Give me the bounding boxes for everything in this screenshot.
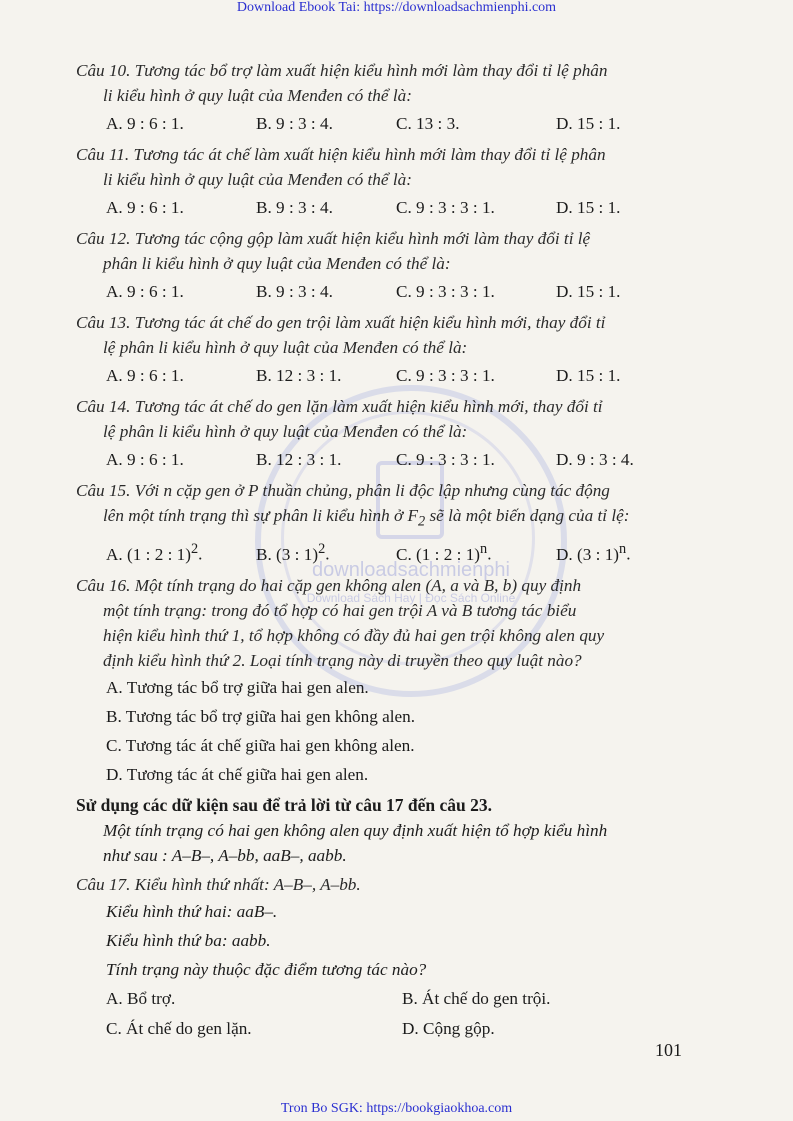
page-number: 101	[655, 1040, 682, 1060]
header-download-link[interactable]: Download Ebook Tai: https://downloadsachmienphi.com	[236, 0, 557, 15]
option-a: A. 9 : 6 : 1.	[106, 114, 184, 133]
question-16-line-4: định kiểu hình thứ 2. Loại tính trạng này di truyền theo quy luật nào?	[103, 651, 582, 671]
question-17-text: Câu 17. Kiểu hình thứ nhất: A–B–, A–bb.	[76, 875, 361, 895]
question-16-text: Câu 16. Một tính trạng do hai cặp gen không alen (A, a và B, b) quy định	[76, 576, 582, 596]
question-15-subscript: 2	[418, 513, 426, 530]
option-a: A. 9 : 6 : 1.	[106, 450, 184, 469]
option-d: D. (3 : 1)$^n$.	[556, 537, 676, 567]
option-b: B. 12 : 3 : 1.	[256, 366, 342, 385]
question-16-line-2: một tính trạng: trong đó tổ hợp có hai gen trội A và B tương tác biểu	[103, 601, 577, 621]
option-a-exponent: 2	[190, 541, 199, 558]
option-c-exponent: n	[480, 541, 488, 558]
option-d: D. 9 : 3 : 4.	[556, 450, 634, 469]
question-10-options	[106, 111, 706, 136]
watermark-main-text: downloadsachmienphi	[312, 559, 510, 581]
question-12	[76, 226, 706, 276]
option-d: D. 15 : 1.	[556, 366, 621, 385]
question-13	[76, 310, 706, 360]
option-a: A. Bổ trợ.	[106, 989, 176, 1009]
question-14	[76, 394, 706, 444]
page-content	[76, 58, 706, 1044]
option-b: B. 9 : 3 : 4.	[256, 114, 333, 133]
question-16-option-a: A. Tương tác bổ trợ giữa hai gen alen.	[106, 678, 369, 698]
question-11-options	[106, 195, 706, 220]
option-d: D. 15 : 1.	[556, 114, 621, 133]
question-17	[76, 872, 706, 897]
question-12-text-cont: phân li kiểu hình ở quy luật của Menđen có thể là:	[103, 254, 451, 273]
question-15-options	[106, 537, 706, 567]
question-17-options-row-2	[106, 1014, 706, 1044]
option-b: B. 12 : 3 : 1.	[256, 450, 342, 469]
question-16-option-b: B. Tương tác bổ trợ giữa hai gen không alen.	[106, 707, 416, 727]
section-heading: Sử dụng các dữ kiện sau để trả lời từ câu 17 đến câu 23.	[76, 795, 493, 816]
question-11	[76, 142, 706, 192]
option-d: D. 15 : 1.	[556, 282, 621, 301]
option-c: C. 9 : 3 : 3 : 1.	[396, 282, 495, 301]
option-c-text: C. (1 : 2 : 1)	[396, 545, 481, 565]
question-10-text: Câu 10. Tương tác bổ trợ làm xuất hiện kiểu hình mới làm thay đổi tỉ lệ phân	[76, 61, 608, 80]
question-14-text: Câu 14. Tương tác át chế do gen lặn làm xuất hiện kiểu hình mới, thay đổi tỉ	[76, 397, 603, 416]
question-17-line-4: Tính trạng này thuộc đặc điểm tương tác nào?	[106, 960, 427, 980]
question-15-text: Câu 15. Với n cặp gen ở P thuần chủng, phân li độc lập nhưng cùng tác động	[76, 481, 610, 500]
option-d-text: D. (3 : 1)	[556, 545, 620, 565]
question-17-options-row-1	[106, 984, 706, 1014]
option-b: B. 9 : 3 : 4.	[256, 198, 333, 217]
question-10-text-cont: li kiểu hình ở quy luật của Menđen có thể là:	[103, 86, 412, 105]
question-16-line-3: hiện kiểu hình thứ 1, tổ hợp không có đầy đủ hai gen trội không alen quy	[103, 626, 605, 646]
question-15-pre: lên một tính trạng thì sự phân li kiểu hình ở F	[103, 506, 419, 525]
question-13-text-cont: lệ phân li kiểu hình ở quy luật của Menđen có thể là:	[103, 338, 468, 357]
option-a: A. 9 : 6 : 1.	[106, 282, 184, 301]
option-a: A. 9 : 6 : 1.	[106, 366, 184, 385]
option-d: D. Cộng gộp.	[402, 1019, 495, 1039]
option-b-text: B. (3 : 1)	[256, 545, 319, 565]
question-16-option-c: C. Tương tác át chế giữa hai gen không alen.	[106, 736, 415, 756]
question-12-text: Câu 12. Tương tác cộng gộp làm xuất hiện kiểu hình mới làm thay đổi tỉ lệ	[76, 229, 591, 248]
option-a-text: A. (1 : 2 : 1)	[106, 545, 191, 565]
option-a: A. (1 : 2 : 1)$^2$.	[106, 537, 256, 567]
option-c: C. (1 : 2 : 1)$^n$.	[396, 537, 556, 567]
question-15-text-cont	[76, 503, 706, 534]
question-17-line-2: Kiểu hình thứ hai: aaB–.	[106, 902, 278, 922]
question-14-text-cont: lệ phân li kiểu hình ở quy luật của Menđen có thể là:	[103, 422, 468, 441]
option-b: B. 9 : 3 : 4.	[256, 282, 333, 301]
option-c: C. 13 : 3.	[396, 114, 460, 133]
option-c: C. 9 : 3 : 3 : 1.	[396, 198, 495, 217]
option-c: C. 9 : 3 : 3 : 1.	[396, 366, 495, 385]
question-16-option-d: D. Tương tác át chế giữa hai gen alen.	[106, 765, 369, 785]
question-15-post: sẽ là một biến dạng của tỉ lệ:	[425, 506, 630, 525]
option-b-exponent: 2	[318, 541, 326, 558]
question-11-text: Câu 11. Tương tác át chế làm xuất hiện kiểu hình mới làm thay đổi tỉ lệ phân	[76, 145, 606, 164]
section-intro-line-2: như sau : A–B–, A–bb, aaB–, aabb.	[103, 846, 347, 866]
question-10	[76, 58, 706, 108]
footer-sgk-link[interactable]: Tron Bo SGK: https://bookgiaokhoa.com	[280, 1101, 513, 1116]
watermark-sub-text: Download Sách Hay | Đọc Sách Online	[306, 591, 516, 605]
question-14-options	[106, 447, 706, 472]
question-12-options	[106, 279, 706, 304]
question-15	[76, 478, 706, 534]
option-d-exponent: n	[619, 541, 627, 558]
section-intro-line-1: Một tính trạng có hai gen không alen quy định xuất hiện tổ hợp kiểu hình	[103, 821, 608, 841]
option-a: A. 9 : 6 : 1.	[106, 198, 184, 217]
question-17-line-3: Kiểu hình thứ ba: aabb.	[106, 931, 271, 951]
question-13-options	[106, 363, 706, 388]
option-b: B. Át chế do gen trội.	[402, 989, 551, 1009]
option-c: C. 9 : 3 : 3 : 1.	[396, 450, 495, 469]
question-11-text-cont: li kiểu hình ở quy luật của Menđen có thể là:	[103, 170, 412, 189]
option-b: B. (3 : 1)$^2$.	[256, 537, 396, 567]
question-16	[76, 573, 706, 673]
option-c: C. Át chế do gen lặn.	[106, 1019, 252, 1039]
question-13-text: Câu 13. Tương tác át chế do gen trội làm xuất hiện kiểu hình mới, thay đổi tỉ	[76, 313, 606, 332]
option-d: D. 15 : 1.	[556, 198, 621, 217]
